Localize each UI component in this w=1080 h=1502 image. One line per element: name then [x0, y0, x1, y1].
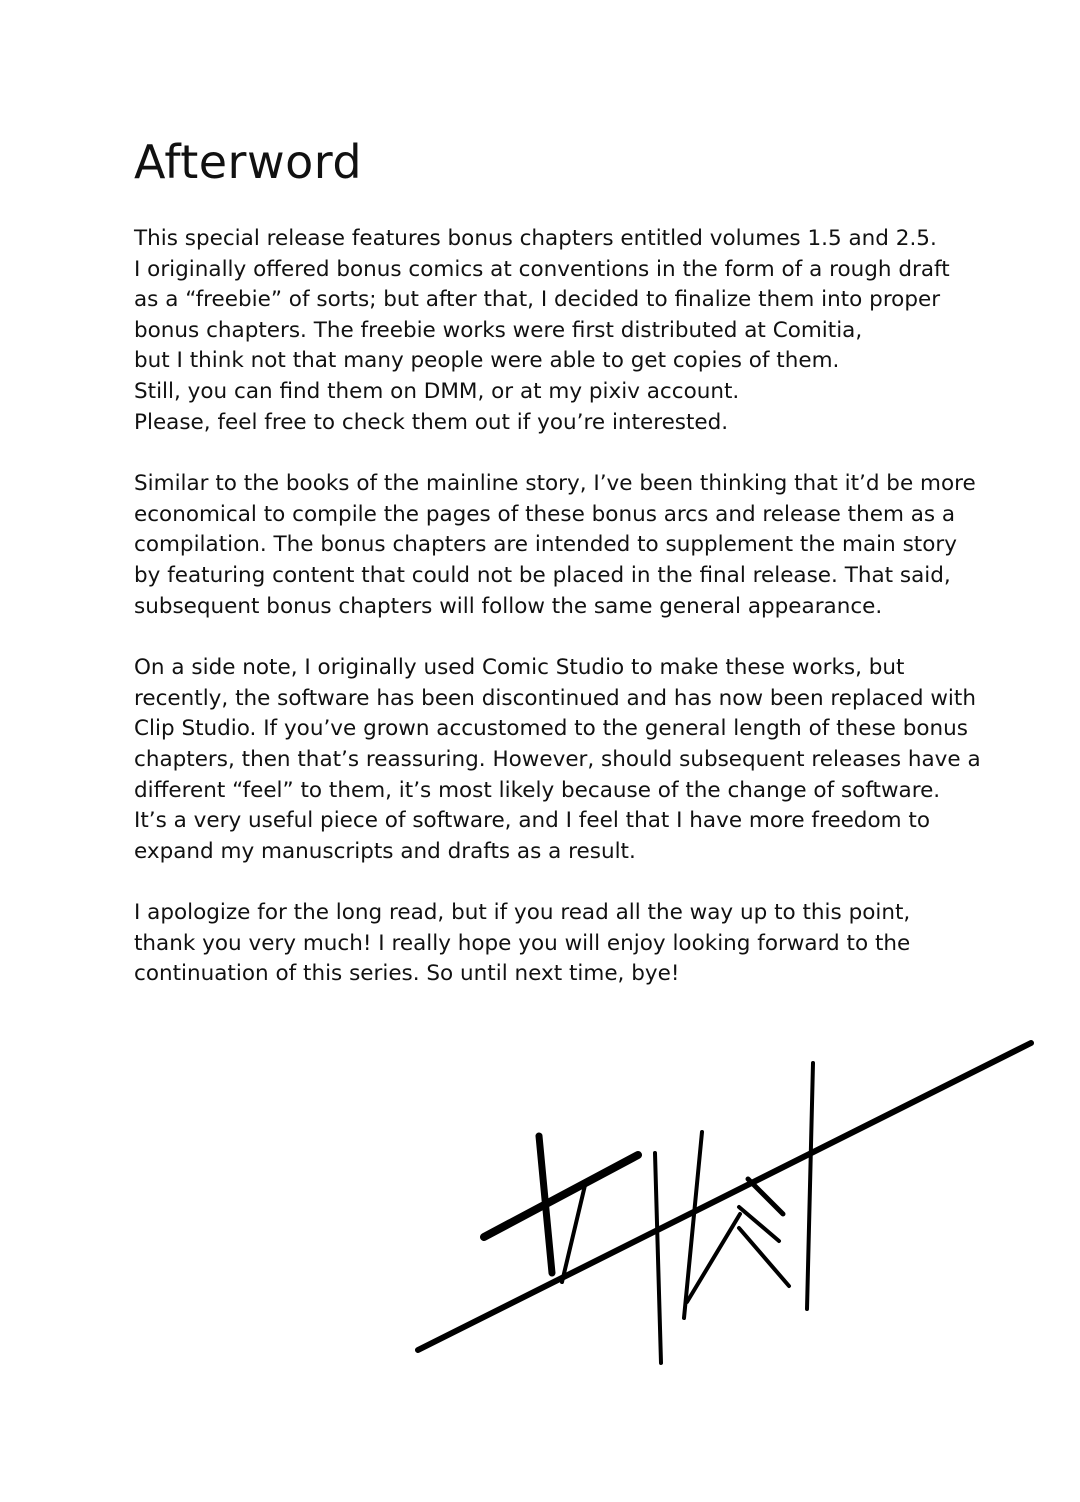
text-line: Clip Studio. If you’ve grown accustomed to the general length of these bonus	[134, 716, 968, 742]
text-line: Please, feel free to check them out if you’re interested.	[134, 409, 729, 435]
afterword-body	[134, 224, 1014, 1021]
paragraph-3	[134, 653, 1014, 867]
text-line: I apologize for the long read, but if you read all the way up to this point,	[134, 900, 911, 926]
signature-stroke	[655, 1153, 661, 1363]
page-title: Afterword	[134, 135, 363, 189]
text-line: expand my manuscripts and drafts as a result.	[134, 838, 636, 864]
signature-stroke	[807, 1063, 813, 1309]
text-line: by featuring content that could not be placed in the final release. That said,	[134, 562, 951, 588]
text-line: It’s a very useful piece of software, and I feel that I have more freedom to	[134, 808, 930, 834]
paragraph-2	[134, 469, 1014, 622]
signature-stroke	[539, 1136, 552, 1273]
signature-stroke	[418, 1043, 1031, 1350]
text-line: Still, you can find them on DMM, or at my pixiv account.	[134, 378, 740, 404]
paragraph-1	[134, 224, 1014, 438]
text-line: This special release features bonus chapters entitled volumes 1.5 and 2.5.	[134, 226, 937, 251]
paragraph-4	[134, 898, 1014, 990]
text-line: compilation. The bonus chapters are intended to supplement the main story	[134, 532, 957, 558]
signature-stroke	[739, 1207, 779, 1241]
signature-stroke	[484, 1155, 638, 1237]
signature-stroke	[562, 1181, 586, 1282]
text-line: as a “freebie” of sorts; but after that, I decided to finalize them into proper	[134, 287, 941, 313]
text-line: thank you very much! I really hope you will enjoy looking forward to the	[134, 930, 911, 956]
text-line: subsequent bonus chapters will follow the same general appearance.	[134, 593, 883, 619]
text-line: different “feel” to them, it’s most likely because of the change of software.	[134, 777, 941, 803]
text-line: On a side note, I originally used Comic Studio to make these works, but	[134, 655, 905, 681]
text-line: recently, the software has been discontinued and has now been replaced with	[134, 685, 976, 711]
text-line: economical to compile the pages of these bonus arcs and release them as a	[134, 501, 956, 527]
text-line: continuation of this series. So until next time, bye!	[134, 961, 680, 987]
text-line: I originally offered bonus comics at conventions in the form of a rough draft	[134, 256, 950, 282]
text-line: chapters, then that’s reassuring. However, should subsequent releases have a	[134, 746, 981, 772]
signature-stroke	[687, 1214, 740, 1302]
signature-stroke	[684, 1132, 702, 1318]
text-line: Similar to the books of the mainline story, I’ve been thinking that it’d be more	[134, 471, 976, 497]
signature-stroke	[739, 1228, 789, 1286]
text-line: but I think not that many people were able to get copies of them.	[134, 348, 840, 374]
text-line: bonus chapters. The freebie works were first distributed at Comitia,	[134, 317, 863, 343]
signature-stroke	[748, 1179, 783, 1214]
